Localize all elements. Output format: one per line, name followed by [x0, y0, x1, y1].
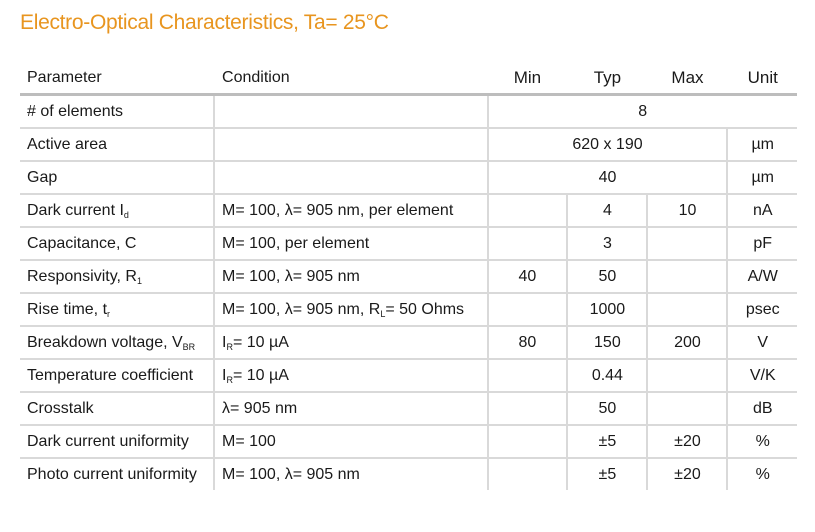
unit-cell: [727, 227, 797, 260]
condition-cell-suffix: = 50 Ohms: [385, 300, 465, 318]
parameter-cell-subscript: 1: [136, 275, 142, 286]
typ-cell-text: ±5: [598, 432, 617, 450]
max-cell: [647, 227, 727, 260]
max-cell-text: 200: [674, 333, 701, 351]
max-cell: [647, 293, 727, 326]
condition-cell: [214, 293, 487, 326]
parameter-cell: [20, 392, 214, 425]
value-cell: [488, 161, 728, 194]
min-cell: [488, 293, 568, 326]
unit-cell: [727, 260, 797, 293]
header-condition: Condition: [214, 62, 487, 95]
unit-cell-text: nA: [752, 201, 773, 219]
table-row: [20, 392, 797, 425]
condition-cell-text: I: [222, 366, 227, 384]
typ-cell-text: 4: [602, 201, 612, 219]
condition-cell-text: λ= 905 nm: [222, 399, 298, 417]
condition-cell: [214, 359, 487, 392]
parameter-cell-text: # of elements: [27, 102, 124, 120]
condition-cell: [214, 260, 487, 293]
typ-cell: [567, 326, 647, 359]
typ-cell: [567, 359, 647, 392]
typ-cell: [567, 293, 647, 326]
parameter-cell: [20, 227, 214, 260]
unit-cell: [727, 161, 797, 194]
typ-cell: [567, 194, 647, 227]
max-cell-text: ±20: [674, 432, 701, 450]
typ-cell: [567, 458, 647, 490]
parameter-cell-text: Dark current uniformity: [27, 432, 189, 450]
value-cell-text: 40: [598, 168, 617, 186]
typ-cell-text: 3: [602, 234, 612, 252]
condition-cell-text: M= 100, per element: [222, 234, 370, 252]
max-cell: [647, 392, 727, 425]
parameter-cell: [20, 425, 214, 458]
unit-cell-text: V/K: [749, 366, 776, 384]
unit-cell-text: %: [755, 432, 770, 450]
table-row: [20, 95, 797, 129]
parameter-cell: [20, 326, 214, 359]
table-row: [20, 326, 797, 359]
parameter-cell-text: Rise time, t: [27, 300, 108, 318]
value-cell: [488, 95, 798, 129]
header-max: Max: [647, 62, 727, 95]
condition-cell: [214, 194, 487, 227]
typ-cell-text: 50: [598, 399, 617, 417]
parameter-cell: [20, 359, 214, 392]
parameter-cell-subscript: BR: [182, 341, 196, 352]
unit-cell-text: µm: [751, 168, 774, 186]
unit-cell: [727, 293, 797, 326]
condition-cell: [214, 161, 487, 194]
max-cell: [647, 260, 727, 293]
typ-cell-text: 0.44: [591, 366, 623, 384]
header-parameter: Parameter: [20, 62, 214, 95]
unit-cell-text: A/W: [747, 267, 778, 285]
condition-cell-text: M= 100, λ= 905 nm: [222, 465, 360, 483]
max-cell-text: ±20: [674, 465, 701, 483]
typ-cell: [567, 260, 647, 293]
parameter-cell: [20, 194, 214, 227]
table-row: [20, 425, 797, 458]
typ-cell-text: 50: [598, 267, 617, 285]
condition-cell: [214, 392, 487, 425]
min-cell: [488, 194, 568, 227]
header-typ: Typ: [567, 62, 647, 95]
condition-cell: [214, 227, 487, 260]
min-cell: [488, 392, 568, 425]
unit-cell: [727, 359, 797, 392]
min-cell: [488, 425, 568, 458]
parameter-cell-text: Dark current I: [27, 201, 124, 219]
parameter-cell: [20, 128, 214, 161]
condition-cell-subscript: L: [380, 308, 386, 319]
max-cell: [647, 194, 727, 227]
value-cell-text: 8: [638, 102, 648, 120]
min-cell-text: 80: [518, 333, 537, 351]
typ-cell: [567, 425, 647, 458]
parameter-cell: [20, 458, 214, 490]
min-cell: [488, 458, 568, 490]
typ-cell-text: 150: [594, 333, 621, 351]
condition-cell: [214, 95, 487, 129]
value-cell-text: 620 x 190: [572, 135, 643, 153]
condition-cell: [214, 326, 487, 359]
parameter-cell-text: Photo current uniformity: [27, 465, 197, 483]
max-cell: [647, 359, 727, 392]
unit-cell-text: psec: [745, 300, 780, 318]
unit-cell-text: µm: [751, 135, 774, 153]
unit-cell: [727, 326, 797, 359]
unit-cell: [727, 128, 797, 161]
typ-cell-text: 1000: [589, 300, 626, 318]
unit-cell-text: dB: [752, 399, 773, 417]
condition-cell-text: I: [222, 333, 227, 351]
condition-cell-suffix: = 10 µA: [232, 333, 289, 351]
condition-cell: [214, 458, 487, 490]
condition-cell-text: M= 100, λ= 905 nm: [222, 267, 360, 285]
condition-cell-suffix: = 10 µA: [232, 366, 289, 384]
parameter-cell-text: Active area: [27, 135, 108, 153]
spec-table: [20, 62, 797, 490]
unit-cell: [727, 194, 797, 227]
header-min: Min: [488, 62, 568, 95]
max-cell: [647, 425, 727, 458]
min-cell: [488, 227, 568, 260]
condition-cell-text: M= 100, λ= 905 nm, R: [222, 300, 381, 318]
condition-cell: [214, 425, 487, 458]
condition-cell-subscript: R: [226, 341, 233, 352]
unit-cell: [727, 458, 797, 490]
table-row: [20, 458, 797, 490]
table-row: [20, 227, 797, 260]
min-cell: [488, 260, 568, 293]
max-cell-text: 10: [678, 201, 697, 219]
header-unit: Unit: [727, 62, 797, 95]
typ-cell-text: ±5: [598, 465, 617, 483]
parameter-cell-text: Temperature coefficient: [27, 366, 194, 384]
table-row: [20, 293, 797, 326]
max-cell: [647, 458, 727, 490]
parameter-cell-text: Gap: [27, 168, 58, 186]
unit-cell: [727, 425, 797, 458]
condition-cell-subscript: R: [226, 374, 233, 385]
unit-cell-text: %: [755, 465, 770, 483]
page-title: Electro-Optical Characteristics, Ta= 25°C: [20, 11, 389, 34]
table-row: [20, 359, 797, 392]
condition-cell-text: M= 100, λ= 905 nm, per element: [222, 201, 454, 219]
condition-cell: [214, 128, 487, 161]
typ-cell: [567, 227, 647, 260]
min-cell: [488, 326, 568, 359]
value-cell: [488, 128, 728, 161]
min-cell-text: 40: [518, 267, 537, 285]
unit-cell-text: V: [757, 333, 769, 351]
parameter-cell-text: Crosstalk: [27, 399, 94, 417]
table-row: [20, 128, 797, 161]
table-row: [20, 161, 797, 194]
parameter-cell: [20, 161, 214, 194]
parameter-cell: [20, 293, 214, 326]
parameter-cell: [20, 95, 214, 129]
parameter-cell-subscript: d: [123, 209, 129, 220]
unit-cell: [727, 392, 797, 425]
table-row: [20, 194, 797, 227]
parameter-cell: [20, 260, 214, 293]
parameter-cell-text: Breakdown voltage, V: [27, 333, 183, 351]
table-body: [20, 95, 797, 491]
max-cell: [647, 326, 727, 359]
table-row: [20, 260, 797, 293]
min-cell: [488, 359, 568, 392]
parameter-cell-text: Responsivity, R: [27, 267, 137, 285]
parameter-cell-text: Capacitance, C: [27, 234, 137, 252]
table-header-row: [20, 62, 797, 95]
parameter-cell-subscript: r: [107, 308, 111, 319]
condition-cell-text: M= 100: [222, 432, 276, 450]
unit-cell-text: pF: [753, 234, 773, 252]
typ-cell: [567, 392, 647, 425]
